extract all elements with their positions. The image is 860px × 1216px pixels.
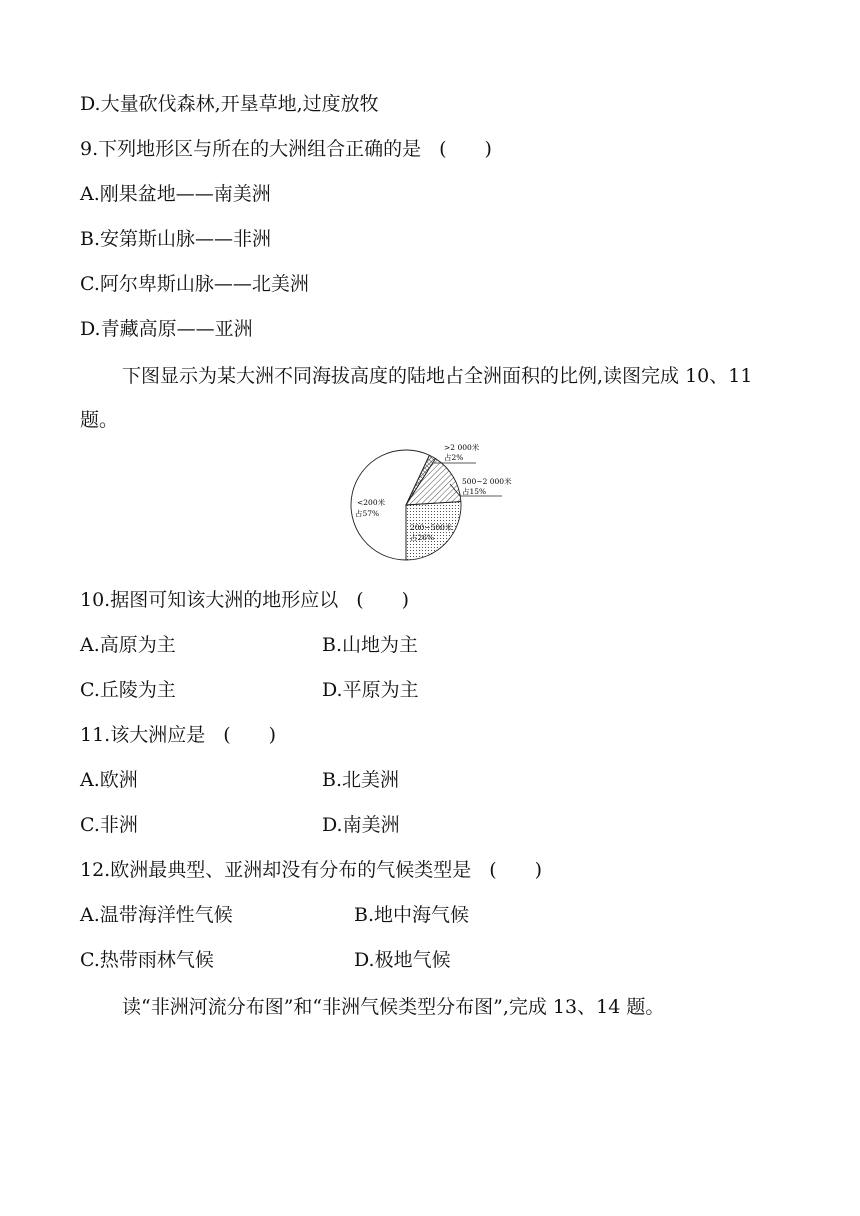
q9-option-c: C.阿尔卑斯山脉——北美洲 xyxy=(80,273,309,295)
q12-option-b: B.地中海气候 xyxy=(354,904,470,926)
q9-answer-paren: ( ) xyxy=(439,138,492,160)
q9-option-d: D.青藏高原——亚洲 xyxy=(80,318,253,340)
label-lt200: <200米 xyxy=(357,498,386,507)
q9-option-a: A.刚果盆地——南美洲 xyxy=(80,183,271,205)
q11-stem xyxy=(80,723,276,747)
q11-answer-paren: ( ) xyxy=(223,724,277,746)
q12-stem-text: 12.欧洲最典型、亚洲却没有分布的气候类型是 xyxy=(80,859,472,881)
q10-stem xyxy=(80,588,409,612)
pct-lt200: 占57% xyxy=(355,509,380,518)
q11-option-b: B.北美洲 xyxy=(322,769,400,791)
q12-stem xyxy=(80,858,542,882)
q12-option-d: D.极地气候 xyxy=(354,949,451,971)
q10-option-d: D.平原为主 xyxy=(322,679,419,701)
label-500-2000: 500~2 000米 xyxy=(462,477,512,486)
q10-stem-text: 10.据图可知该大洲的地形应以 xyxy=(80,589,339,611)
q9-stem-text: 9.下列地形区与所在的大洲组合正确的是 xyxy=(80,138,422,160)
pct-500-2000: 占15% xyxy=(462,487,487,496)
intro-13-14: 读“非洲河流分布图”和“非洲气候类型分布图”,完成 13、14 题。 xyxy=(122,996,665,1018)
label-200-500: 200~500米 xyxy=(410,523,453,532)
intro-10-11-line1: 下图显示为某大洲不同海拔高度的陆地占全洲面积的比例,读图完成 10、11 xyxy=(122,365,753,387)
q10-option-b: B.山地为主 xyxy=(322,634,419,656)
label-gt2000: >2 000米 xyxy=(444,443,480,452)
q12-answer-paren: ( ) xyxy=(489,859,543,881)
q9-stem xyxy=(80,137,492,161)
q11-option-d: D.南美洲 xyxy=(322,814,400,836)
q12-option-a: A.温带海洋性气候 xyxy=(80,904,233,926)
elevation-pie-chart xyxy=(340,438,530,572)
pct-gt2000: 占2% xyxy=(444,453,464,462)
q12-option-c: C.热带雨林气候 xyxy=(80,949,214,971)
q11-option-a: A.欧洲 xyxy=(80,769,138,791)
q10-option-c: C.丘陵为主 xyxy=(80,679,176,701)
q10-option-a: A.高原为主 xyxy=(80,634,176,656)
q11-option-c: C.非洲 xyxy=(80,814,138,836)
q9-option-b: B.安第斯山脉——非洲 xyxy=(80,228,272,250)
q10-answer-paren: ( ) xyxy=(356,589,410,611)
q8-option-d: D.大量砍伐森林,开垦草地,过度放牧 xyxy=(80,93,379,115)
q11-stem-text: 11.该大洲应是 xyxy=(80,724,206,746)
pct-200-500: 占26% xyxy=(410,533,435,542)
intro-10-11-line2: 题。 xyxy=(80,409,119,431)
